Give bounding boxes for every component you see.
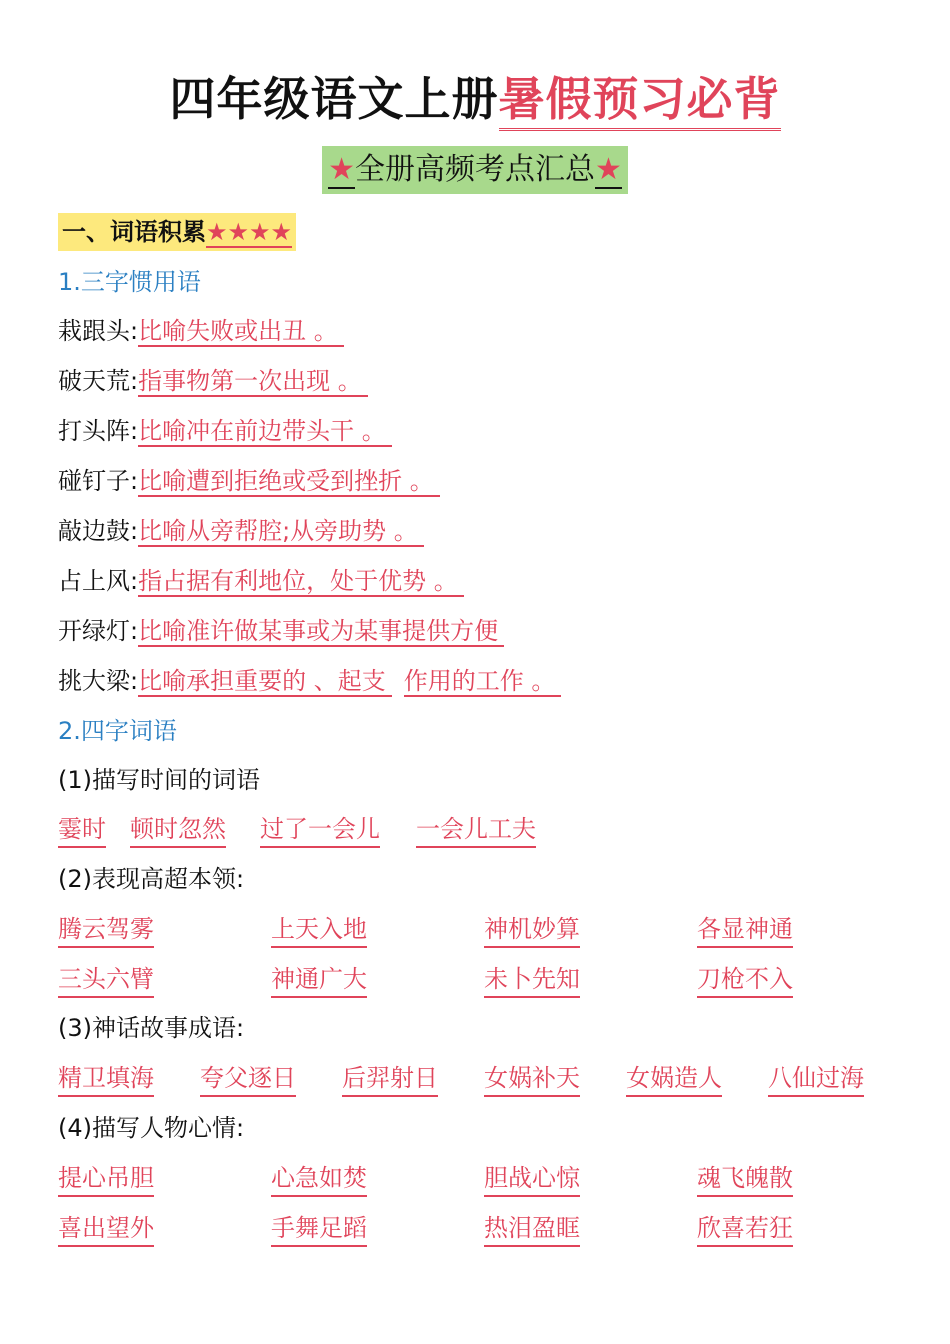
idiom-definition: 指占据有利地位，处于优势 。 — [138, 567, 464, 597]
idiom-definition-continued: 作用的工作 。 — [404, 667, 562, 697]
idiom-term: 挑大梁: — [58, 667, 139, 695]
vocab-word: 热泪盈眶 — [484, 1211, 580, 1247]
vocab-word: 胆战心惊 — [484, 1161, 580, 1197]
vocab-word: 顿时忽然 — [130, 812, 226, 848]
subsection-heading: 2.四字词语 — [58, 717, 177, 745]
vocab-word: 心急如焚 — [271, 1161, 367, 1197]
star-icon: ★ — [328, 152, 355, 187]
vocab-word: 神机妙算 — [484, 912, 580, 948]
idiom-definition: 比喻准许做某事或为某事提供方便 — [138, 617, 504, 647]
subsection-heading: 1.三字惯用语 — [58, 268, 201, 296]
category-label: (1)描写时间的词语 — [58, 766, 260, 794]
idiom-row — [58, 464, 440, 498]
vocab-word: 八仙过海 — [768, 1061, 864, 1097]
idiom-row — [58, 514, 424, 548]
idiom-definition: 比喻承担重要的 、起支 — [138, 667, 392, 697]
category-label: (4)描写人物心情: — [58, 1114, 245, 1142]
vocab-word: 欣喜若狂 — [697, 1211, 793, 1247]
idiom-term: 开绿灯: — [58, 617, 139, 645]
category-label: (2)表现高超本领: — [58, 865, 245, 893]
page-title — [0, 64, 950, 134]
rating-stars-icon: ★★★★ — [206, 218, 293, 246]
vocab-word: 刀枪不入 — [697, 962, 793, 998]
title-main: 四年级语文上册 — [169, 72, 499, 126]
vocab-word: 霎时 — [58, 812, 106, 848]
idiom-term: 打头阵: — [58, 417, 139, 445]
subtitle-banner — [322, 146, 628, 194]
section-heading — [58, 213, 296, 251]
title-highlight: 暑假预习必背 — [499, 72, 781, 131]
category-label: (3)神话故事成语: — [58, 1014, 245, 1042]
subtitle-text: 全册高频考点汇总 — [355, 152, 595, 187]
idiom-row — [58, 614, 504, 648]
subtitle-wrap — [0, 146, 950, 194]
idiom-row — [58, 664, 561, 698]
idiom-definition: 比喻失败或出丑 。 — [138, 317, 344, 347]
idiom-definition: 比喻从旁帮腔;从旁助势 。 — [138, 517, 424, 547]
idiom-row — [58, 314, 344, 348]
vocab-word: 提心吊胆 — [58, 1161, 154, 1197]
idiom-definition: 比喻冲在前边带头干 。 — [138, 417, 392, 447]
idiom-row — [58, 414, 392, 448]
vocab-word: 女娲造人 — [626, 1061, 722, 1097]
vocab-word: 手舞足蹈 — [271, 1211, 367, 1247]
vocab-word: 上天入地 — [271, 912, 367, 948]
idiom-term: 栽跟头: — [58, 317, 139, 345]
vocab-word: 夸父逐日 — [200, 1061, 296, 1097]
vocab-word: 腾云驾雾 — [58, 912, 154, 948]
vocab-word: 三头六臂 — [58, 962, 154, 998]
vocab-word: 各显神通 — [697, 912, 793, 948]
vocab-word: 未卜先知 — [484, 962, 580, 998]
idiom-term: 敲边鼓: — [58, 517, 139, 545]
idiom-definition: 比喻遭到拒绝或受到挫折 。 — [138, 467, 440, 497]
idiom-term: 破天荒: — [58, 367, 139, 395]
vocab-word: 神通广大 — [271, 962, 367, 998]
vocab-word: 魂飞魄散 — [697, 1161, 793, 1197]
idiom-row — [58, 364, 368, 398]
idiom-term: 碰钉子: — [58, 467, 139, 495]
vocab-word: 女娲补天 — [484, 1061, 580, 1097]
idiom-row — [58, 564, 464, 598]
vocab-word: 过了一会儿 — [260, 812, 380, 848]
idiom-term: 占上风: — [58, 567, 139, 595]
section-label: 一、词语积累 — [62, 218, 206, 246]
vocab-word: 精卫填海 — [58, 1061, 154, 1097]
vocab-word: 喜出望外 — [58, 1211, 154, 1247]
idiom-definition: 指事物第一次出现 。 — [138, 367, 368, 397]
star-icon: ★ — [595, 152, 622, 187]
vocab-word: 后羿射日 — [342, 1061, 438, 1097]
vocab-word: 一会儿工夫 — [416, 812, 536, 848]
